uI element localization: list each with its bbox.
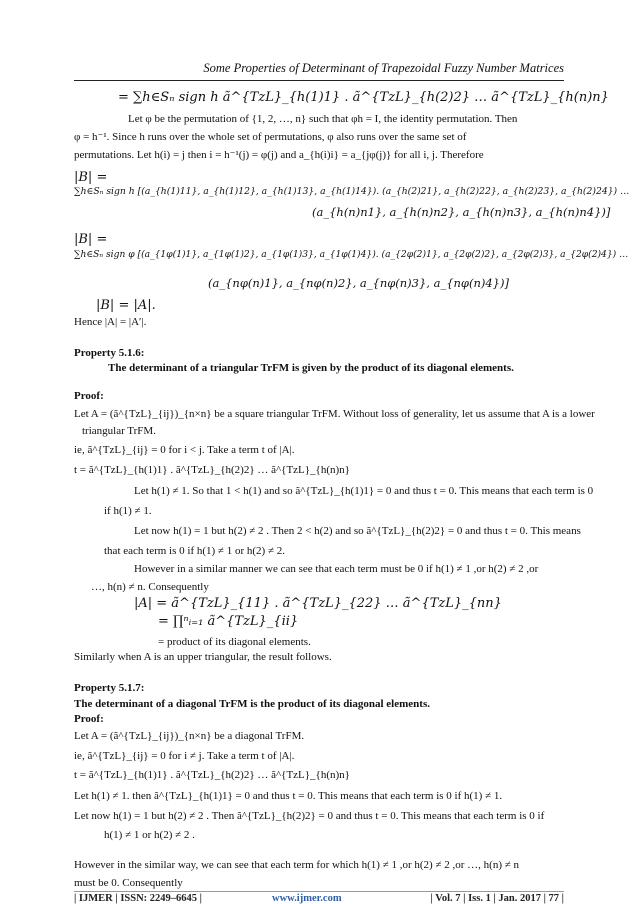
proof-heading: Proof: xyxy=(74,713,104,725)
proof-line: Let now h(1) = 1 but h(2) ≠ 2 . Then ã^{TzL}_{h(2)2} = 0 and thus t = 0. This means that each term is 0 if xyxy=(74,810,545,822)
proof-line: = product of its diagonal elements. xyxy=(158,636,311,648)
proof-line: triangular TrFM. xyxy=(82,425,156,437)
paragraph-line: Let φ be the permutation of {1, 2, …, n} such that φh = I, the identity permutation. Then xyxy=(128,113,518,125)
equation-result: |B| = |A|. xyxy=(96,298,156,313)
paragraph-line: φ = h⁻¹. Since h runs over the whole set of permutations, φ also runs over the same set of xyxy=(74,131,467,143)
equation-line: ∑h∈Sₙ sign φ [(a_{1φ(1)1}, a_{1φ(1)2}, a_{1φ(1)3}, a_{1φ(1)4}). (a_{2φ(2)1}, a_{2φ(2)2}, a_{2φ(2)3}, a_{2φ(2)4}) … xyxy=(74,250,629,260)
determinant-equation: |A| = ã^{TzL}_{11} . ã^{TzL}_{22} … ã^{TzL}_{nn} xyxy=(134,596,502,611)
property-statement: The determinant of a diagonal TrFM is the product of its diagonal elements. xyxy=(74,698,430,710)
equation-line: ∑h∈Sₙ sign h [(a_{h(1)11}, a_{h(1)12}, a_{h(1)13}, a_{h(1)14}). (a_{h(2)21}, a_{h(2)22}, a_{h(2)23}, a_{h(2)24}) … xyxy=(74,186,630,197)
proof-line: However in a similar manner we can see that each term must be 0 if h(1) ≠ 1 ,or h(2) ≠ 2 ,or xyxy=(134,563,539,575)
proof-line: Let h(1) ≠ 1. then ã^{TzL}_{h(1)1} = 0 and thus t = 0. This means that each term is 0 if h(1) ≠ 1. xyxy=(74,790,503,802)
paragraph-line: permutations. Let h(i) = j then i = h⁻¹(j) = φ(j) and a_{h(i)i} = a_{jφ(j)} for all i, j. Therefore xyxy=(74,149,484,161)
proof-line: that each term is 0 if h(1) ≠ 1 or h(2) ≠ 2. xyxy=(104,545,285,557)
footer-website-link[interactable]: www.ijmer.com xyxy=(272,893,342,904)
proof-line: Let A = (ã^{TzL}_{ij})_{n×n} be a square triangular TrFM. Without loss of generality, let us assume that A is a lower xyxy=(74,408,595,420)
proof-line: t = ã^{TzL}_{h(1)1} . ã^{TzL}_{h(2)2} … ã^{TzL}_{h(n)n} xyxy=(74,769,350,781)
equation-lhs: |B| = xyxy=(74,170,108,185)
proof-line: must be 0. Consequently xyxy=(74,877,183,889)
equation-sum-sign-h: = ∑h∈Sₙ sign h ã^{TzL}_{h(1)1} . ã^{TzL}_{h(2)2} … ã^{TzL}_{h(n)n} xyxy=(118,90,609,105)
property-title: Property 5.1.6: xyxy=(74,347,145,359)
hence-line: Hence |A| = |Aʹ|. xyxy=(74,316,147,328)
proof-line: Let now h(1) = 1 but h(2) ≠ 2 . Then 2 < h(2) and so ã^{TzL}_{h(2)2} = 0 and thus t = 0. This means xyxy=(134,525,581,537)
property-statement: The determinant of a triangular TrFM is given by the product of its diagonal elements. xyxy=(108,362,514,374)
footer-journal: | IJMER | ISSN: 2249–6645 | xyxy=(74,893,202,904)
proof-line: Similarly when A is an upper triangular, the result follows. xyxy=(74,651,332,663)
proof-line: However in the similar way, we can see that each term for which h(1) ≠ 1 ,or h(2) ≠ 2 ,or …, h(n) ≠ n xyxy=(74,859,520,871)
running-title: Some Properties of Determinant of Trapezoidal Fuzzy Number Matrices xyxy=(203,61,564,75)
equation-lhs: |B| = xyxy=(74,232,108,247)
footer-volume-page: | Vol. 7 | Iss. 1 | Jan. 2017 | 77 | xyxy=(430,893,564,904)
proof-line: if h(1) ≠ 1. xyxy=(104,505,152,517)
product-equation: = ∏ⁿᵢ₌₁ ã^{TzL}_{ii} xyxy=(158,614,299,629)
equation-line: (a_{h(n)n1}, a_{h(n)n2}, a_{h(n)n3}, a_{h(n)n4})] xyxy=(312,205,611,219)
proof-heading: Proof: xyxy=(74,390,104,402)
proof-line: Let A = (ã^{TzL}_{ij})_{n×n} be a diagonal TrFM. xyxy=(74,730,305,742)
proof-line: ie, ã^{TzL}_{ij} = 0 for i ≠ j. Take a term t of |A|. xyxy=(74,750,295,762)
header-rule xyxy=(74,80,564,81)
property-title: Property 5.1.7: xyxy=(74,682,145,694)
proof-line: Let h(1) ≠ 1. So that 1 < h(1) and so ã^{TzL}_{h(1)1} = 0 and thus t = 0. This means that each term is 0 xyxy=(134,485,594,497)
footer-rule xyxy=(74,891,564,892)
proof-line: h(1) ≠ 1 or h(2) ≠ 2 . xyxy=(104,829,195,841)
equation-line: (a_{nφ(n)1}, a_{nφ(n)2}, a_{nφ(n)3}, a_{nφ(n)4})] xyxy=(208,276,509,290)
proof-line: t = ã^{TzL}_{h(1)1} . ã^{TzL}_{h(2)2} … ã^{TzL}_{h(n)n} xyxy=(74,464,350,476)
proof-line: ie, ã^{TzL}_{ij} = 0 for i < j. Take a term t of |A|. xyxy=(74,444,295,456)
proof-line: …, h(n) ≠ n. Consequently xyxy=(91,581,209,593)
